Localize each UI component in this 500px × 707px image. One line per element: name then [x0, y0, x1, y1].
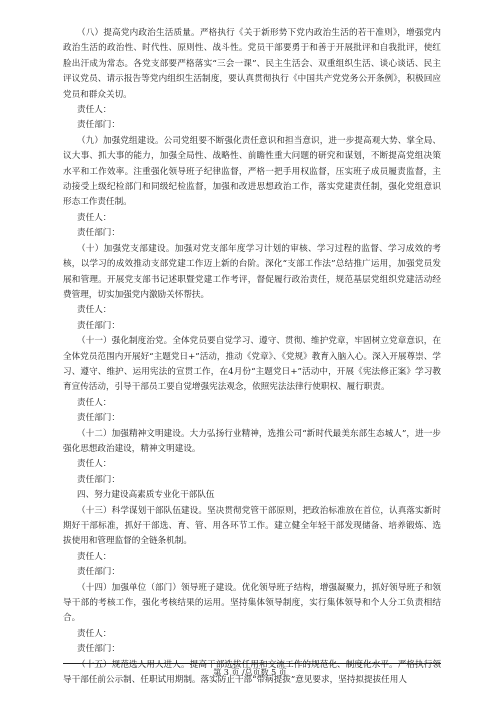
- responsible-person-label: 责任人：: [77, 212, 112, 223]
- responsible-person-label: 责任人：: [77, 628, 112, 639]
- page-footer: 第 3 页 /总页数 5 页: [213, 668, 287, 677]
- responsible-dept-label: 责任部门：: [77, 228, 120, 239]
- responsible-person-label: 责任人：: [77, 305, 112, 316]
- paragraph: （九）加强党组建设。公司党组要不断强化责任意识和担当意识，进一步提高观大势、掌全局、议大事、抓大事的能力，加强全局性、战略性、前瞻性重大问题的研究和谋划，不断提高党组决策水平和工作效率。注重强化领导班子纪律监督，严格一把手用权监督，压实班子成员履责监督，主动接受上级纪检部门和同级纪检监督，加强和改进思想政治工作，落实党建责任制，强化党组意识形态工作责任制。: [63, 135, 441, 208]
- document-page: [63, 26, 441, 688]
- responsible-person-label: 责任人：: [77, 459, 112, 470]
- paragraph: （十）加强党支部建设。加强对党支部年度学习计划的审核、学习过程的监督、学习成效的考核，以学习的成效推动支部党建工作迈上新的台阶。深化“支部工作法”总结推广运用，加强党员发展和管理。开展党支部书记述职暨党建工作考评，督促履行政治责任，规范基层党组织党建活动经费管理，切实加强党内激励关怀帮扶。: [63, 243, 441, 300]
- responsible-dept-label: 责任部门：: [77, 644, 120, 655]
- responsible-dept-label: 责任部门：: [77, 567, 120, 578]
- responsible-dept-label: 责任部门：: [77, 474, 120, 485]
- responsible-dept-label: 责任部门：: [77, 413, 120, 424]
- responsible-person-label: 责任人：: [77, 105, 112, 116]
- responsible-person-label: 责任人：: [77, 551, 112, 562]
- paragraph: （十四）加强单位（部门）领导班子建设。优化领导班子结构，增强凝聚力，抓好领导班子和领导干部的考核工作，强化考核结果的运用。坚持集体领导制度，实行集体领导和个人分工负责相结合。: [63, 582, 441, 624]
- responsible-dept-label: 责任部门：: [77, 320, 120, 331]
- paragraph: （十五）规范选人用人进人。提高干部选拔任用和交流工作的规范化、制度化水平。严格执行领导干部任前公示制、任职试用期制。落实防止干部“带病提拔”意见要求，坚持拟提拔任用人: [63, 659, 441, 686]
- section-heading: 四、努力建设高素质专业化干部队伍: [77, 490, 215, 501]
- responsible-person-label: 责任人：: [77, 397, 112, 408]
- paragraph: （八）提高党内政治生活质量。严格执行《关于新形势下党内政治生活的若干准则》，增强党内政治生活的政治性、时代性、原则性、战斗性。党员干部要勇于和善于开展批评和自我批评，使红脸出汗成为常态。各党支部要严格落实“三会一课”、民主生活会、双重组织生活、谈心谈话、民主评议党员、请示报告等党内组织生活制度，要认真贯彻执行《中国共产党党务公开条例》，积极回应党员和群众关切。: [63, 28, 441, 100]
- responsible-dept-label: 责任部门：: [77, 120, 120, 131]
- paragraph: （十二）加强精神文明建设。大力弘扬行业精神，选推公司“新时代最美东部生态城人”，进一步强化思想政治建设，精神文明建设。: [63, 428, 441, 454]
- paragraph: （十三）科学谋划干部队伍建设。坚决贯彻党管干部原则，把政治标准放在首位，认真落实新时期好干部标准，抓好干部选、育、管、用各环节工作。建立健全年轻干部发现储备、培养锻炼、选拔使用和管理监督的全链条机制。: [63, 505, 441, 547]
- footer-divider: [63, 663, 441, 664]
- paragraph: （十一）强化制度治党。全体党员要自觉学习、遵守、贯彻、维护党章，牢固树立党章意识，在全体党员范围内开展好“主题党日+”活动，推动《党章》、《党规》教育入脑入心。深入开展尊崇、学习、遵守、维护、运用宪法的宣贯工作，在4月份“主题党日+”活动中，开展《宪法修正案》学习教育宣传活动，引导干部员工要自觉增强宪法观念，依照宪法法律行使职权、履行职责。: [63, 336, 441, 393]
